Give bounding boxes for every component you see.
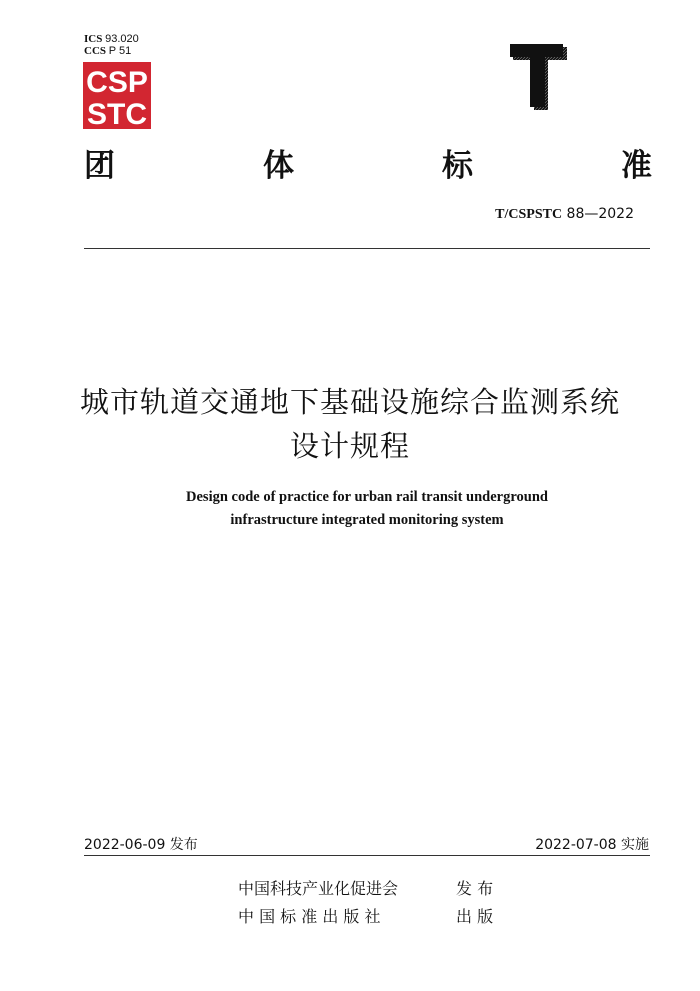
document-category-title [84, 140, 652, 184]
ccs-line [84, 45, 139, 57]
category-letter-text: T [508, 44, 509, 45]
category-char: 团 [84, 148, 115, 184]
publisher-role: 发 布 [456, 879, 494, 898]
top-divider [84, 248, 650, 249]
standard-number-value: 88—2022 [566, 206, 634, 222]
category-letter-graphic [508, 44, 568, 110]
issue-date: 2022-06-09 发布 [84, 837, 198, 853]
publisher-role: 出 版 [456, 907, 494, 926]
ics-code: 93.020 [105, 33, 139, 45]
ccs-label: CCS [84, 45, 107, 57]
standard-number-prefix: T/CSPSTC [495, 207, 563, 222]
publisher-roles [456, 875, 493, 931]
ics-label: ICS [84, 33, 103, 45]
category-char: 准 [621, 148, 652, 184]
cspstc-logo-mark [83, 62, 151, 129]
chinese-title [0, 380, 700, 468]
publisher-names [238, 875, 398, 931]
category-letter-t [508, 44, 568, 110]
english-title-line1: Design code of practice for urban rail transit underground [186, 489, 548, 505]
publisher-name: 中 国 标 准 出 版 社 [238, 907, 381, 926]
publisher-name: 中国科技产业化促进会 [238, 879, 399, 898]
classification-codes [84, 33, 139, 57]
ccs-code: P 51 [108, 45, 132, 57]
chinese-title-line2: 设计规程 [289, 429, 410, 463]
ics-line [84, 33, 139, 45]
category-char: 体 [263, 148, 294, 184]
chinese-title-line1: 城市轨道交通地下基础设施综合监测系统 [79, 385, 620, 419]
cspstc-logo [83, 62, 151, 129]
logo-text-bottom: STC [87, 98, 147, 129]
english-title [0, 486, 700, 532]
category-char: 标 [442, 148, 473, 184]
english-title-line2: infrastructure integrated monitoring system [230, 512, 504, 528]
bottom-divider [84, 855, 650, 856]
implementation-date: 2022-07-08 实施 [535, 837, 649, 853]
logo-text-top: CSP [86, 66, 148, 99]
standard-number [495, 206, 634, 223]
